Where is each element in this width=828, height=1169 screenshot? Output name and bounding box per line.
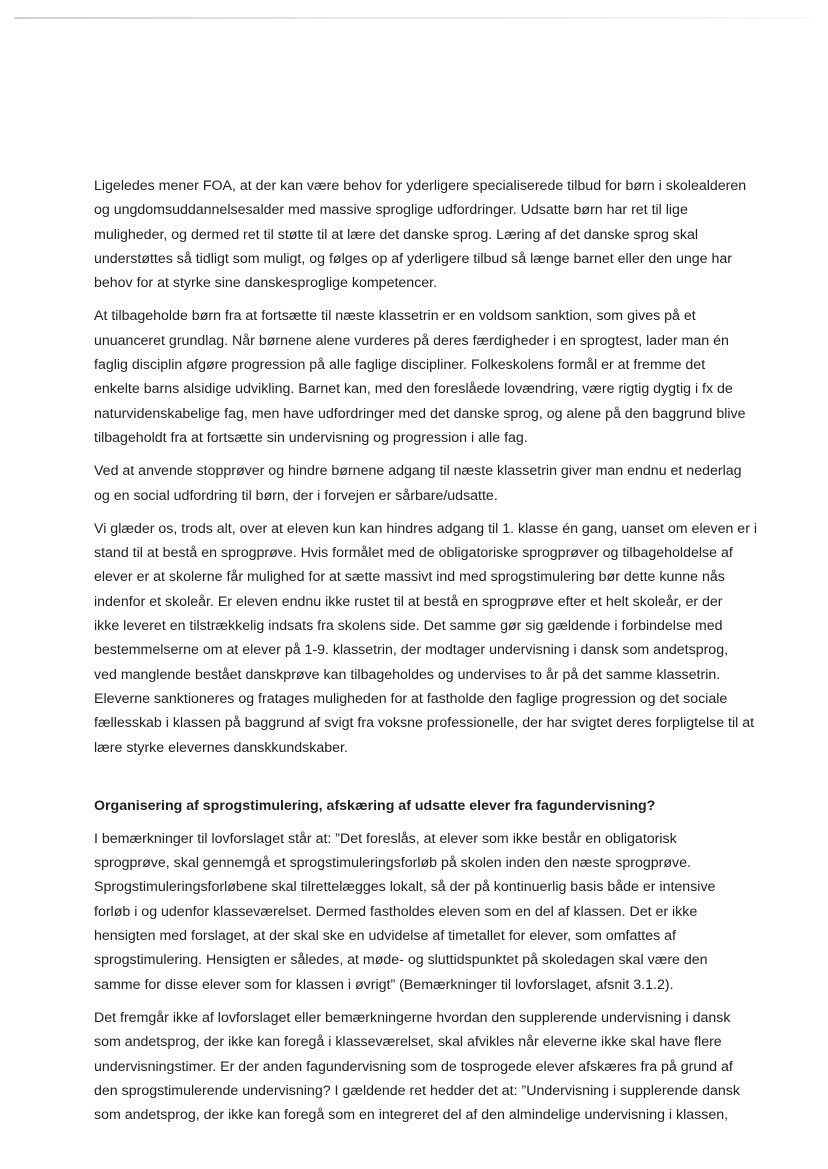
paragraph-line: indenfor et skoleår. Er eleven endnu ikke rustet til at bestå en sprogprøve efter et helt skoleår, er der xyxy=(94,593,723,610)
paragraph-line: forløb i og udenfor klasseværelset. Dermed fastholdes eleven som en del af klassen. Det er ikke xyxy=(94,903,698,920)
paragraph xyxy=(94,304,754,450)
paragraph-line: At tilbageholde børn fra at fortsætte til næste klassetrin er en voldsom sanktion, som gives på et xyxy=(94,308,696,325)
paragraphs-before-heading xyxy=(94,174,758,760)
paragraph-line: enkelte barns alsidige udvikling. Barnet kan, med den foreslåede lovændring, være rigtig dygtig i fx de xyxy=(94,381,733,398)
paragraph-line: den sprogstimulerende undervisning? I gældende ret hedder det at: ”Undervisning i supplerende dansk xyxy=(94,1082,740,1099)
paragraph-line: Ved at anvende stopprøver og hindre børnene adgang til næste klassetrin giver man endnu et nederlag xyxy=(94,463,742,480)
paragraph-line: muligheder, og dermed ret til støtte til at lære det danske sprog. Læring af det danske sprog skal xyxy=(94,226,699,243)
paragraphs-after-heading xyxy=(94,827,754,1128)
paragraph-line: behov for at styrke sine danskesproglige kompetencer. xyxy=(94,275,438,292)
paragraph-line: elever er at skolerne får mulighed for at sætte massivt ind med sprogstimulering bør dette kunne nås xyxy=(94,569,725,586)
paragraph xyxy=(94,459,754,508)
paragraph-line: og ungdomsuddannelsesalder med massive sproglige udfordringer. Udsatte børn har ret til lige xyxy=(94,202,688,219)
paragraph-line: samme for disse elever som for klassen i øvrigt” (Bemærkninger til lovforslaget, afsnit 3.1.2). xyxy=(94,976,674,993)
paragraph-line: sprogstimulering. Hensigten er således, at møde- og sluttidspunktet på skoledagen skal være den xyxy=(94,952,708,969)
paragraph-line: undervisningstimer. Er der anden fagundervisning som de tosprogede elever afskæres fra på grund af xyxy=(94,1058,733,1075)
paragraph-line: hensigten med forslaget, at der skal ske en udvidelse af timetallet for elever, som omfattes af xyxy=(94,928,676,945)
paragraph-line: Eleverne sanktioneres og fratages muligheden for at fastholde den faglige progression og det sociale xyxy=(94,690,728,707)
paragraph-line: Vi glæder os, trods alt, over at eleven kun kan hindres adgang til 1. klasse én gang, uanset om eleven er i xyxy=(94,520,758,537)
paragraph xyxy=(94,174,754,295)
paragraph-line: naturvidenskabelige fag, men have udfordringer med det danske sprog, og alene på den baggrund blive xyxy=(94,405,746,422)
section-heading: Organisering af sprogstimulering, afskæring af udsatte elever fra fagundervisning? xyxy=(94,797,656,814)
paragraph-line: unuanceret grundlag. Når børnene alene vurderes på deres færdigheder i en sprogtest, lader man én xyxy=(94,332,729,349)
scan-edge-line xyxy=(14,17,814,19)
paragraph-line: som andetsprog, der ikke kan foregå som en integreret del af den almindelige undervisning i klassen, xyxy=(94,1107,729,1124)
paragraph-line: bestemmelserne om at elever på 1-9. klassetrin, der modtager undervisning i dansk som andetsprog, xyxy=(94,642,729,659)
paragraph-line: ikke leveret en tilstrækkelig indsats fra skolens side. Det samme gør sig gældende i forbindelse med xyxy=(94,618,723,635)
paragraph-line: som andetsprog, der ikke kan foregå i klasseværelset, skal afvikles når eleverne ikke skal have flere xyxy=(94,1034,722,1051)
paragraph-line: Det fremgår ikke af lovforslaget eller bemærkningerne hvordan den supplerende undervisning i dansk xyxy=(94,1009,731,1026)
paragraph-line: I bemærkninger til lovforslaget står at: ”Det foreslås, at elever som ikke består en obligatorisk xyxy=(94,830,677,847)
paragraph-line: og en social udfordring til børn, der i forvejen er sårbare/udsatte. xyxy=(94,487,498,504)
paragraph-line: faglig disciplin afgøre progression på alle faglige discipliner. Folkeskolens formål er at fremme det xyxy=(94,357,706,374)
paragraph-line: understøttes så tidligt som muligt, og følges op af yderligere tilbud så længe barnet eller den unge har xyxy=(94,250,733,267)
paragraph-line: stand til at bestå en sprogprøve. Hvis formålet med de obligatoriske sprogprøver og tilbageholdelse af xyxy=(94,545,733,562)
paragraph xyxy=(94,517,758,760)
paragraph xyxy=(94,1006,754,1127)
paragraph-line: Ligeledes mener FOA, at der kan være behov for yderligere specialiserede tilbud for børn i skolealderen xyxy=(94,178,747,194)
document-body xyxy=(94,174,758,1136)
paragraph-line: tilbageholdt fra at fortsætte sin undervisning og progression i alle fag. xyxy=(94,429,528,446)
paragraph-line: ved manglende bestået danskprøve kan tilbageholdes og undervises to år på det samme klassetrin. xyxy=(94,666,721,683)
paragraph-line: sprogprøve, skal gennemgå et sprogstimuleringsforløb på skolen inden den næste sprogprøve. xyxy=(94,855,691,872)
paragraph xyxy=(94,827,754,997)
paragraph-line: Sprogstimuleringsforløbene skal tilrettelægges lokalt, så der på kontinuerlig basis både er intensive xyxy=(94,879,716,896)
paragraph-line: lære styrke elevernes danskkundskaber. xyxy=(94,739,348,756)
paragraph-line: fællesskab i klassen på baggrund af svigt fra voksne professionelle, der har svigtet deres forpligtelse til at xyxy=(94,715,755,732)
